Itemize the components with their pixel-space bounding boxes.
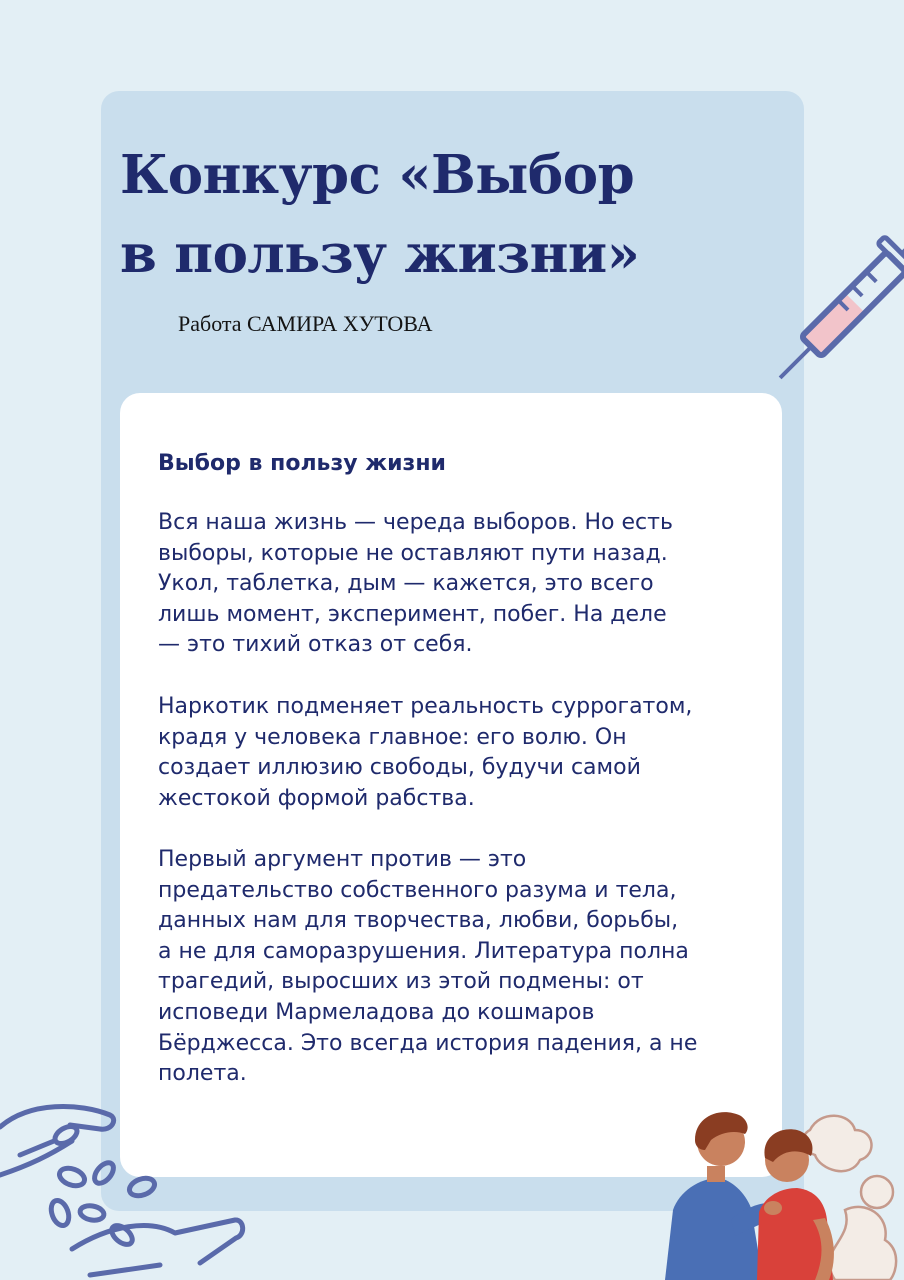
page-title	[120, 136, 760, 294]
title-line-2: в пользу жизни»	[120, 223, 640, 285]
hand-pills-icon	[0, 1095, 250, 1280]
paragraph-3: Первый аргумент против — это предательство собственного разума и тела, данных нам для творчества, любви, борьбы, а не для саморазрушения. Литература полна трагедий, выросших из этой подмены: от исповеди Мармеладова до кошмаров Бёрджесса. Это всегда история падения, а не полета.	[158, 847, 698, 1087]
author-credit: Работа САМИРА ХУТОВА	[178, 311, 433, 336]
paragraph-1: Вся наша жизнь — череда выборов. Но есть выборы, которые не оставляют пути назад. Укол, таблетка, дым — кажется, это всего лишь момент, эксперимент, побег. На деле — это тихий отказ от себя.	[158, 510, 673, 658]
title-line-1: Конкурс «Выбор	[120, 144, 635, 206]
card-heading: Выбор в пользу жизни	[158, 451, 446, 476]
people-illustration	[665, 1100, 904, 1280]
paragraph-2: Наркотик подменяет реальность суррогатом, крадя у человека главное: его волю. Он создает иллюзию свободы, будучи самой жестокой формой рабства.	[158, 694, 693, 811]
syringe-icon	[796, 210, 904, 410]
